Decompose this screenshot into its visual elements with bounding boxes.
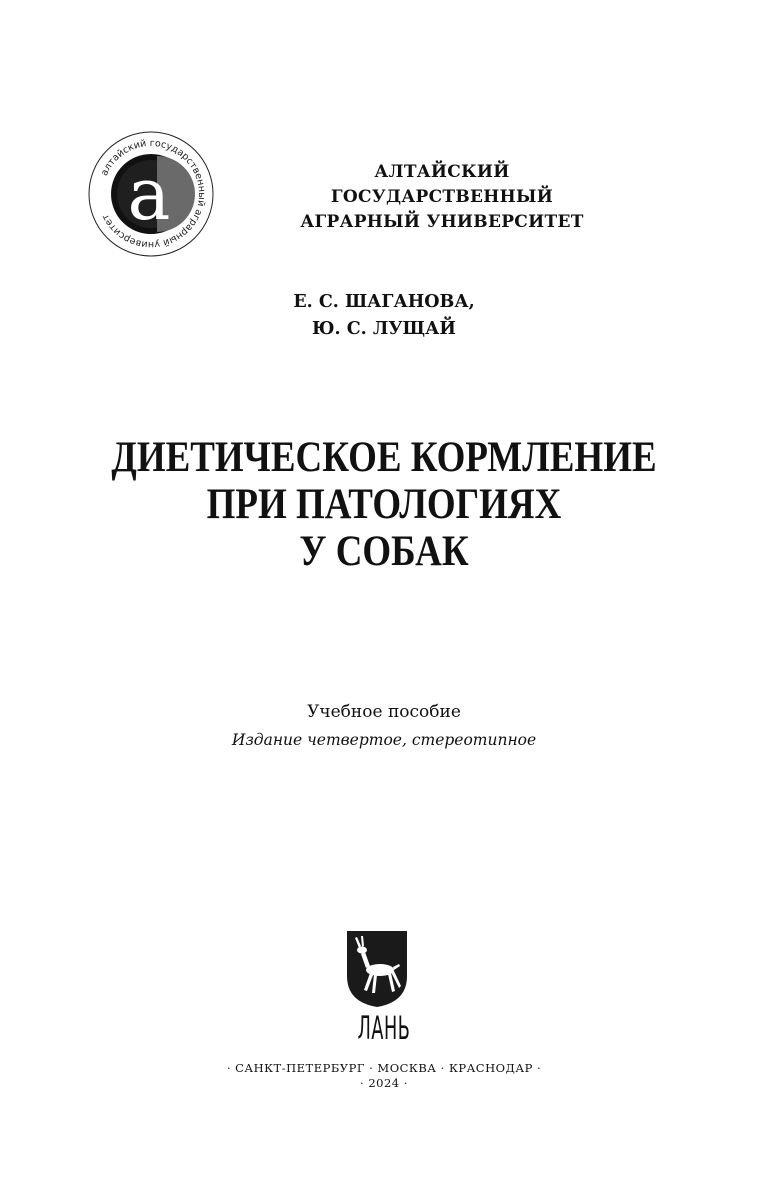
publisher-name: ЛАНЬ (357, 1009, 411, 1047)
university-seal-logo (84, 127, 218, 261)
university-name-line: АЛТАЙСКИЙ ГОСУДАРСТВЕННЫЙ (330, 162, 554, 207)
publisher-cities: · САНКТ-ПЕТЕРБУРГ · МОСКВА · КРАСНОДАР · (226, 1061, 542, 1075)
title-line: У СОБАК (299, 528, 469, 575)
svg-text:a: a (127, 152, 171, 236)
title-line: ПРИ ПАТОЛОГИЯХ (206, 481, 562, 528)
university-name (262, 160, 622, 235)
title-line: ДИЕТИЧЕСКОЕ КОРМЛЕНИЕ (111, 434, 657, 481)
book-title (54, 434, 714, 575)
svg-text:алтайский государственный агра: алтайский государственный аграрный университет (99, 137, 208, 251)
publication-year: · 2024 · (360, 1076, 408, 1090)
publisher-deer-emblem-icon (346, 930, 408, 1008)
book-subtitle: Учебное пособие (307, 702, 461, 722)
edition-note: Издание четвертое, стереотипное (231, 731, 537, 749)
author-name: Ю. С. ЛУЩАЙ (312, 319, 456, 339)
university-name-line: АГРАРНЫЙ УНИВЕРСИТЕТ (300, 212, 584, 232)
author-name: Е. С. ШАГАНОВА, (293, 292, 475, 312)
authors (0, 289, 768, 343)
